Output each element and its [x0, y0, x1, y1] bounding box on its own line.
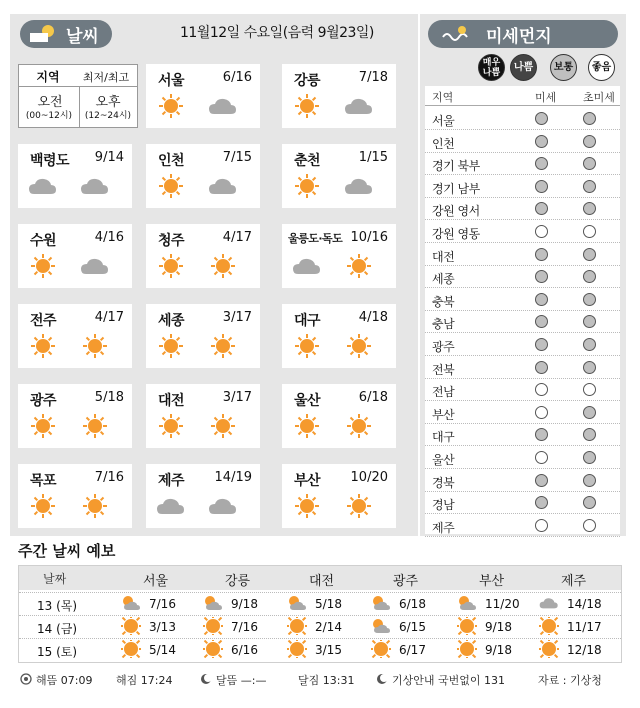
city-name: 부산: [294, 473, 321, 489]
sun-icon: [156, 174, 186, 198]
dust-level-badge: 나쁨: [510, 54, 537, 81]
pm10-dot: [535, 519, 548, 532]
pm25-dot: [583, 202, 596, 215]
pm25-dot: [583, 112, 596, 125]
city-card: [282, 384, 396, 448]
city-card: [146, 144, 260, 208]
city-temp: 4/18: [358, 310, 388, 325]
cloud-icon: [208, 494, 238, 518]
dust-row: [425, 334, 620, 356]
pm25-dot: [583, 406, 596, 419]
weekly-date: 15 (토): [37, 645, 78, 659]
weekly-city: 대전: [309, 574, 335, 589]
weekly-table: [18, 565, 622, 663]
city-name: 목포: [30, 473, 57, 489]
pm25-dot: [583, 428, 596, 441]
dust-region: 충남: [432, 317, 455, 332]
pm25-dot: [583, 157, 596, 170]
weekly-row: [19, 638, 621, 660]
moon-icon: [200, 673, 212, 685]
partly-cloudy-icon: [371, 617, 391, 635]
partly-cloudy-icon: [287, 594, 307, 612]
weekly-temp: 6/15: [399, 620, 426, 634]
pm25-dot: [583, 135, 596, 148]
pm10-dot: [535, 361, 548, 374]
sun-icon: [292, 174, 322, 198]
cloud-icon: [28, 174, 58, 198]
sun-icon: [80, 334, 110, 358]
weekly-temp: 9/18: [485, 643, 512, 657]
dust-col-pm10: 미세: [535, 91, 557, 104]
dust-row: [425, 266, 620, 288]
cloud-icon: [208, 94, 238, 118]
city-name: 수원: [30, 233, 57, 249]
dust-row: [425, 447, 620, 469]
sun-icon: [208, 334, 238, 358]
source: 자료 : 기상청: [538, 674, 602, 687]
cloud-icon: [539, 594, 559, 612]
legend-pm: 오후: [95, 95, 121, 110]
sun-icon: [80, 494, 110, 518]
dust-region: 경기 북부: [432, 159, 480, 174]
pm25-dot: [583, 315, 596, 328]
city-card: [146, 464, 260, 528]
sun-cloud-icon: [28, 23, 58, 45]
pm25-dot: [583, 248, 596, 261]
sun-icon: [287, 640, 307, 658]
weekly-city: 서울: [143, 574, 169, 589]
sun-icon: [344, 494, 374, 518]
partly-cloudy-icon: [121, 594, 141, 612]
city-temp: 5/18: [94, 390, 124, 405]
city-temp: 14/19: [214, 470, 252, 485]
city-card: [18, 224, 132, 288]
city-card: [18, 144, 132, 208]
sun-icon: [457, 640, 477, 658]
weekly-city: 제주: [561, 574, 587, 589]
info-line: 기상안내 국번없이 131: [392, 674, 505, 687]
legend-am: 오전: [37, 95, 63, 110]
pm25-dot: [583, 180, 596, 193]
pm25-dot: [583, 293, 596, 306]
sun-icon: [121, 640, 141, 658]
weekly-temp: 14/18: [567, 597, 602, 611]
city-name: 청주: [158, 233, 185, 249]
cloud-icon: [156, 494, 186, 518]
dust-row: [425, 198, 620, 220]
city-name: 전주: [30, 313, 57, 329]
sun-icon: [344, 254, 374, 278]
dust-region: 전북: [432, 362, 455, 377]
dust-level-badge: 좋음: [588, 54, 615, 81]
city-name: 대전: [158, 393, 185, 409]
city-temp: 6/18: [358, 390, 388, 405]
dust-row: [425, 379, 620, 401]
dust-region: 대전: [432, 249, 455, 264]
dust-region: 대구: [432, 430, 455, 445]
weekly-city: 부산: [479, 574, 505, 589]
city-temp: 4/17: [94, 310, 124, 325]
dust-row: [425, 153, 620, 175]
weekly-city: 광주: [393, 574, 419, 589]
legend-pm-sub: (12~24시): [84, 111, 132, 121]
dust-header: [428, 20, 618, 48]
dust-title: 미세먼지: [486, 26, 552, 47]
sun-icon: [292, 494, 322, 518]
pm10-dot: [535, 496, 548, 509]
weekly-row: [19, 592, 621, 614]
pm25-dot: [583, 338, 596, 351]
city-card: [282, 144, 396, 208]
pm25-dot: [583, 270, 596, 283]
dust-col-pm25: 초미세: [583, 91, 615, 104]
city-name: 제주: [158, 473, 185, 489]
dust-row: [425, 492, 620, 514]
city-card: [18, 304, 132, 368]
dust-region: 광주: [432, 340, 455, 354]
city-temp: 10/16: [350, 230, 388, 245]
city-card: [18, 464, 132, 528]
dust-row: [425, 402, 620, 424]
city-temp: 3/17: [222, 310, 252, 325]
pm10-dot: [535, 248, 548, 261]
pm10-dot: [535, 474, 548, 487]
weekly-date-label: 날짜: [43, 572, 67, 586]
sunrise-icon: [20, 673, 32, 685]
partly-cloudy-icon: [203, 594, 223, 612]
city-temp: 1/15: [358, 150, 388, 165]
legend-region: 지역: [36, 70, 60, 84]
weekly-temp: 12/18: [567, 643, 602, 657]
sun-icon: [203, 617, 223, 635]
city-temp: 6/16: [222, 70, 252, 85]
weekly-temp: 5/18: [315, 597, 342, 611]
pm25-dot: [583, 451, 596, 464]
city-card: [282, 64, 396, 128]
dust-table-header: [425, 86, 620, 106]
weekly-temp: 9/18: [231, 597, 258, 611]
info-moon-icon: [376, 673, 388, 685]
sun-icon: [80, 414, 110, 438]
sun-icon: [28, 254, 58, 278]
sun-icon: [292, 334, 322, 358]
city-temp: 7/15: [222, 150, 252, 165]
dust-row: [425, 470, 620, 492]
sun-icon: [156, 334, 186, 358]
city-card: [282, 464, 396, 528]
sun-icon: [28, 414, 58, 438]
dust-region: 제주: [432, 520, 455, 535]
dust-region: 부산: [432, 407, 455, 422]
pm25-dot: [583, 383, 596, 396]
sunrise: 해뜸 07:09: [36, 674, 93, 687]
city-name: 강릉: [294, 73, 321, 89]
partly-cloudy-icon: [457, 594, 477, 612]
city-temp: 9/14: [94, 150, 124, 165]
sun-icon: [156, 94, 186, 118]
pm25-dot: [583, 496, 596, 509]
weekly-temp: 2/14: [315, 620, 342, 634]
city-temp: 7/18: [358, 70, 388, 85]
weekly-temp: 11/17: [567, 620, 602, 634]
weather-title: 날씨: [66, 26, 99, 47]
weekly-header: [19, 566, 621, 590]
pm25-dot: [583, 361, 596, 374]
cloud-icon: [80, 174, 110, 198]
sun-icon: [208, 414, 238, 438]
city-temp: 7/16: [94, 470, 124, 485]
weather-header: [20, 20, 112, 48]
weekly-temp: 7/16: [231, 620, 258, 634]
dust-row: [425, 221, 620, 243]
weekly-temp: 3/13: [149, 620, 176, 634]
sun-icon: [539, 617, 559, 635]
dust-region: 세종: [432, 272, 455, 287]
dust-row: [425, 424, 620, 446]
city-temp: 3/17: [222, 390, 252, 405]
sun-icon: [292, 94, 322, 118]
city-name: 서울: [158, 73, 185, 89]
weekly-temp: 9/18: [485, 620, 512, 634]
weekly-date: 14 (금): [37, 622, 78, 636]
dust-icon: [440, 23, 472, 45]
dust-row: [425, 515, 620, 537]
city-temp: 4/16: [94, 230, 124, 245]
city-card: [146, 304, 260, 368]
city-card: [146, 64, 260, 128]
pm10-dot: [535, 315, 548, 328]
weekly-temp: 7/16: [149, 597, 176, 611]
dust-row: [425, 289, 620, 311]
pm10-dot: [535, 270, 548, 283]
moonrise: 달뜸 —:—: [216, 674, 267, 687]
dust-region: 경북: [432, 475, 455, 490]
city-name: 춘천: [294, 153, 321, 169]
weekly-temp: 5/14: [149, 643, 176, 657]
cloud-icon: [344, 174, 374, 198]
pm25-dot: [583, 225, 596, 238]
city-temp: 10/20: [350, 470, 388, 485]
legend-card: [18, 64, 138, 128]
dust-region: 강원 영동: [432, 227, 480, 241]
cloud-icon: [292, 254, 322, 278]
dust-level-badge: 보통: [550, 54, 577, 81]
pm10-dot: [535, 180, 548, 193]
partly-cloudy-icon: [371, 594, 391, 612]
weekly-temp: 3/15: [315, 643, 342, 657]
city-name: 백령도: [30, 153, 70, 169]
dust-region: 충북: [432, 294, 455, 309]
city-card: [282, 304, 396, 368]
city-name: 울릉도·독도: [288, 232, 343, 245]
sun-icon: [292, 414, 322, 438]
weekly-title: 주간 날씨 예보: [18, 542, 116, 560]
weekly-temp: 11/20: [485, 597, 520, 611]
pm10-dot: [535, 338, 548, 351]
pm10-dot: [535, 451, 548, 464]
pm10-dot: [535, 383, 548, 396]
weekly-temp: 6/17: [399, 643, 426, 657]
city-name: 세종: [158, 313, 185, 329]
dust-col-region: 지역: [432, 91, 454, 104]
sun-icon: [28, 334, 58, 358]
dust-region: 인천: [432, 136, 455, 151]
pm10-dot: [535, 293, 548, 306]
city-name: 대구: [294, 313, 321, 329]
sun-icon: [344, 414, 374, 438]
dust-region: 울산: [432, 453, 455, 467]
pm10-dot: [535, 225, 548, 238]
legend-minmax: 최저/최고: [82, 71, 130, 84]
city-card: [18, 384, 132, 448]
pm10-dot: [535, 428, 548, 441]
sun-icon: [156, 254, 186, 278]
pm10-dot: [535, 112, 548, 125]
weekly-temp: 6/16: [231, 643, 258, 657]
weekly-temp: 6/18: [399, 597, 426, 611]
sun-icon: [203, 640, 223, 658]
pm10-dot: [535, 157, 548, 170]
dust-region: 경남: [432, 498, 455, 513]
sun-icon: [287, 617, 307, 635]
date-label: 11월12일 수요일(음력 9월23일): [180, 25, 374, 41]
pm25-dot: [583, 474, 596, 487]
footer: [18, 670, 622, 690]
sun-icon: [156, 414, 186, 438]
cloud-icon: [208, 174, 238, 198]
dust-row: [425, 131, 620, 153]
dust-region: 강원 영서: [432, 204, 480, 219]
sun-icon: [344, 334, 374, 358]
city-name: 울산: [294, 393, 321, 409]
legend-divider: [79, 87, 80, 127]
city-temp: 4/17: [222, 230, 252, 245]
dust-region: 서울: [432, 114, 455, 128]
pm25-dot: [583, 519, 596, 532]
cloud-icon: [344, 94, 374, 118]
dust-level-badge: 매우나쁨: [478, 54, 505, 81]
weekly-row: [19, 615, 621, 637]
weekly-date: 13 (목): [37, 599, 78, 613]
sun-icon: [208, 254, 238, 278]
city-card: [282, 224, 396, 288]
pm10-dot: [535, 202, 548, 215]
dust-region: 전남: [432, 385, 455, 400]
sun-icon: [371, 640, 391, 658]
city-name: 인천: [158, 153, 185, 169]
dust-row: [425, 311, 620, 333]
dust-row: [425, 176, 620, 198]
sun-icon: [539, 640, 559, 658]
sun-icon: [121, 617, 141, 635]
cloud-icon: [80, 254, 110, 278]
dust-row: [425, 244, 620, 266]
weekly-city: 강릉: [225, 574, 251, 589]
pm10-dot: [535, 406, 548, 419]
city-card: [146, 224, 260, 288]
legend-am-sub: (00~12시): [25, 111, 73, 121]
dust-row: [425, 108, 620, 130]
sun-icon: [457, 617, 477, 635]
dust-row: [425, 357, 620, 379]
moonset: 달짐 13:31: [298, 674, 355, 687]
city-name: 광주: [30, 393, 57, 409]
pm10-dot: [535, 135, 548, 148]
city-card: [146, 384, 260, 448]
sun-icon: [28, 494, 58, 518]
dust-region: 경기 남부: [432, 181, 480, 196]
sunset: 해짐 17:24: [116, 674, 173, 687]
